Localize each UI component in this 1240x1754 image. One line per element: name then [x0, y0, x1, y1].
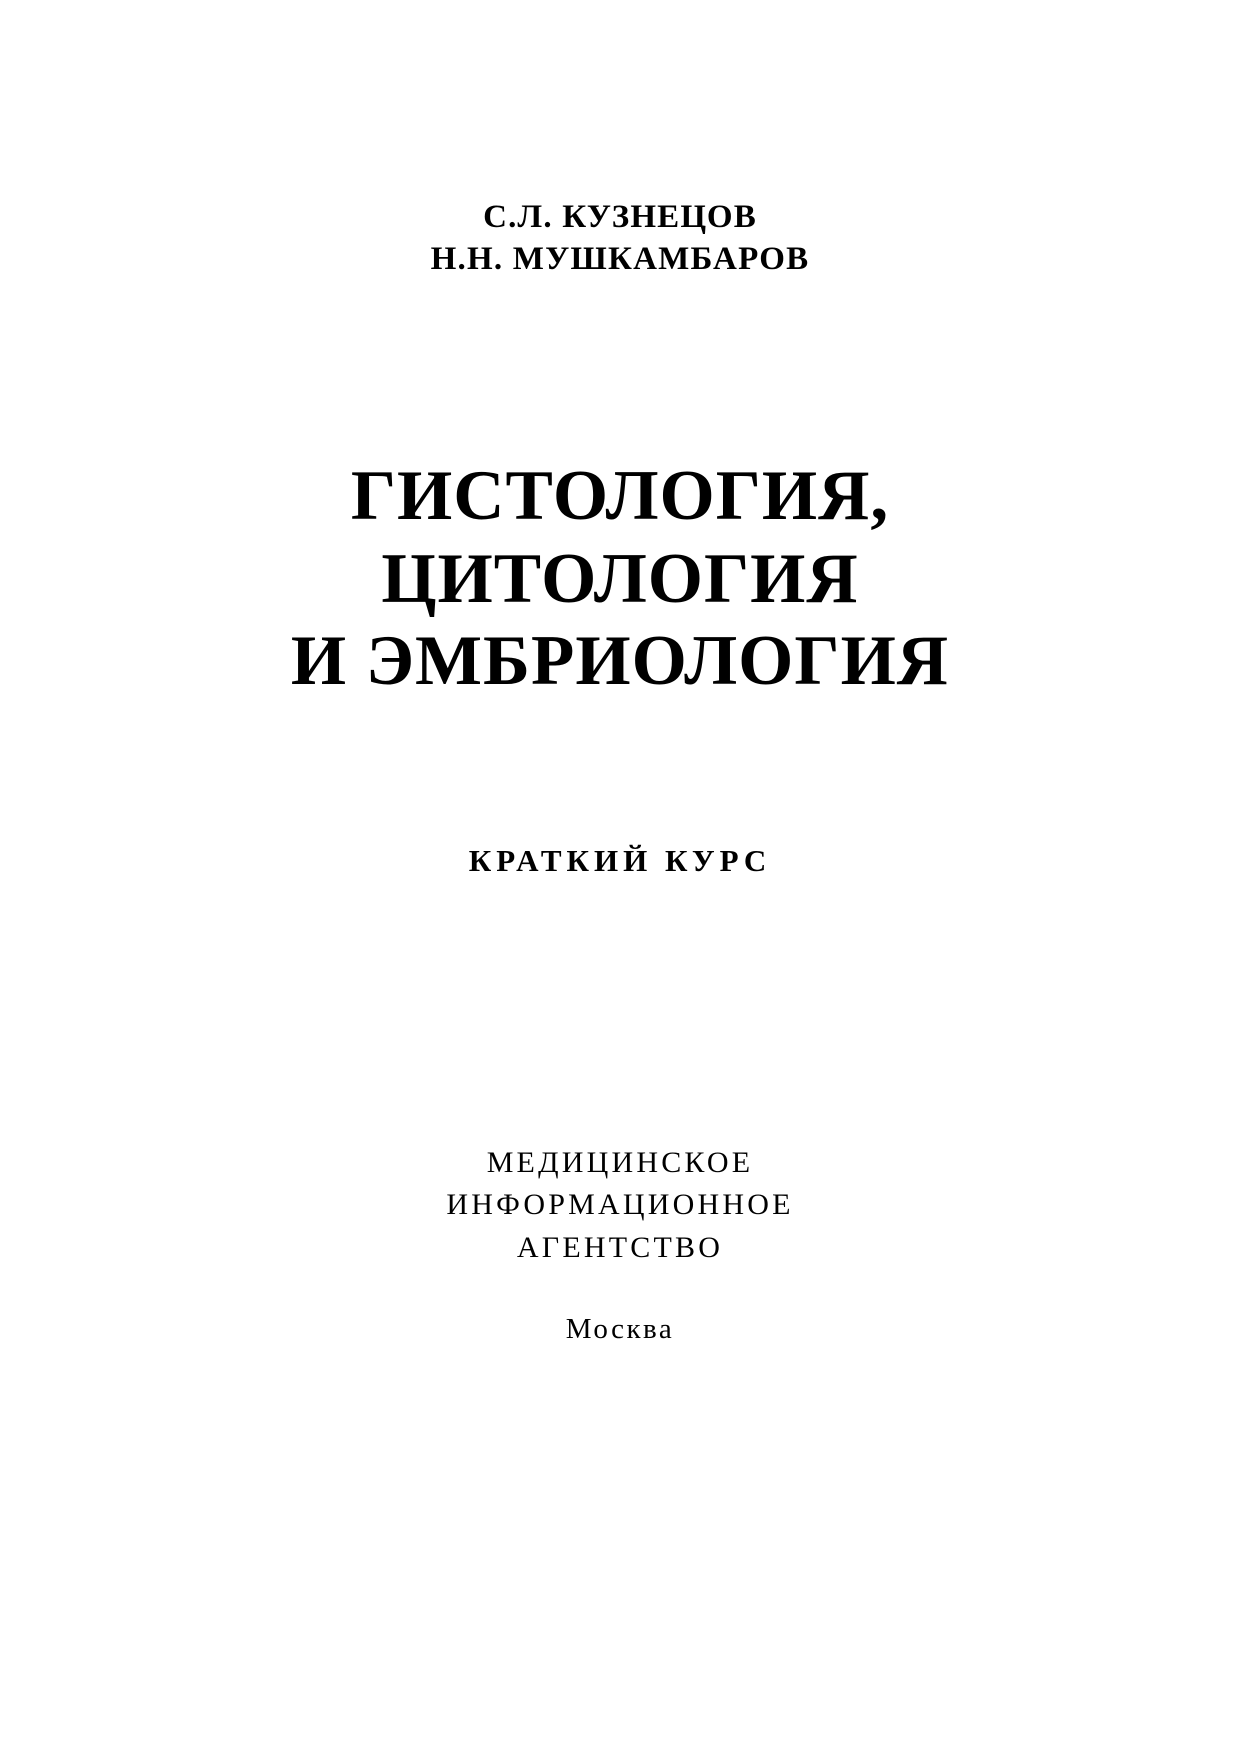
- publisher-line-3: АГЕНТСТВО: [516, 1230, 724, 1264]
- publisher-line-2: ИНФОРМАЦИОННОЕ: [446, 1188, 794, 1222]
- publisher-block: [446, 1142, 793, 1270]
- title-line-1: ГИСТОЛОГИЯ,: [350, 457, 890, 536]
- publication-city: Москва: [565, 1313, 675, 1346]
- page-title: [291, 455, 949, 702]
- author-name-first: С.Л. КУЗНЕЦОВ: [483, 199, 757, 235]
- title-line-3: И ЭМБРИОЛОГИЯ: [290, 622, 950, 701]
- title-line-2: ЦИТОЛОГИЯ: [381, 539, 859, 618]
- publisher-line-1: МЕДИЦИНСКОЕ: [486, 1145, 754, 1179]
- author-name-second: Н.Н. МУШКАМБАРОВ: [430, 241, 810, 278]
- authors-block: [431, 196, 810, 280]
- subtitle: КРАТКИЙ КУРС: [468, 842, 772, 878]
